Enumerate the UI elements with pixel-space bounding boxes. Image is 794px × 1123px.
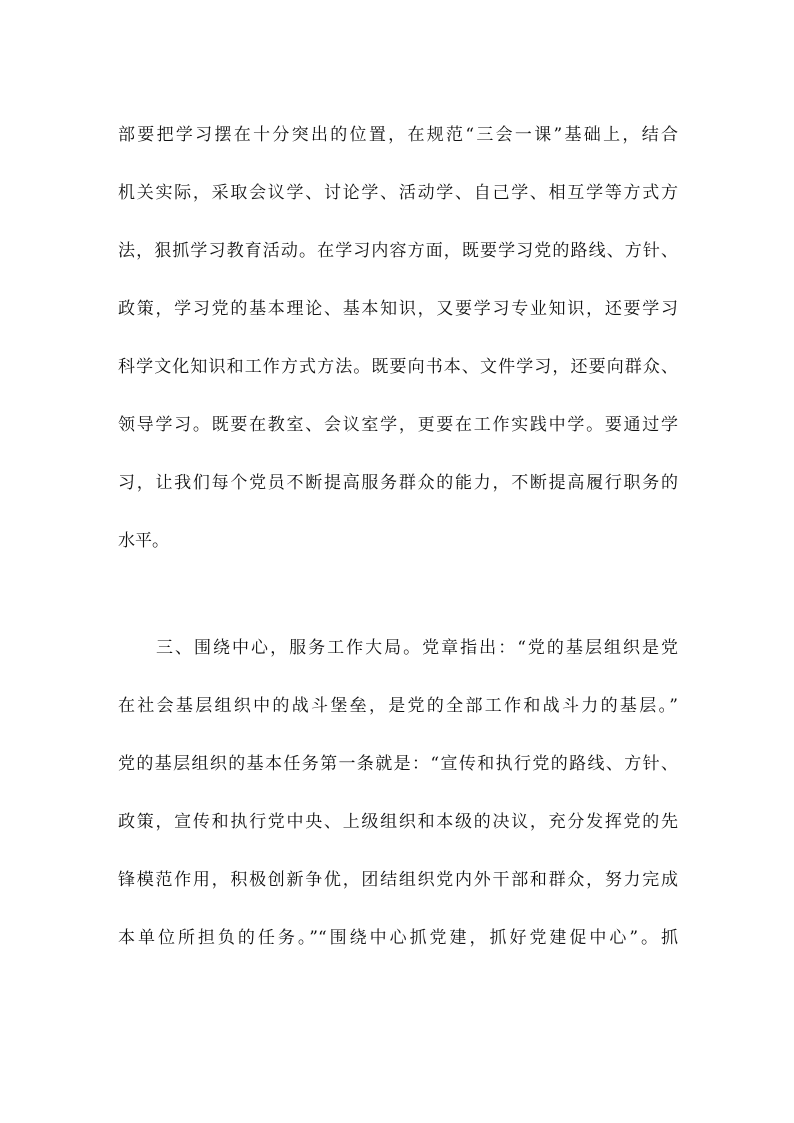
text-line-6: 领导学习。既要在教室、会议室学，更要在工作实践中学。要通过学 bbox=[118, 415, 678, 435]
text-line-2: 机关实际，采取会议学、讨论学、活动学、自己学、相互学等方式方 bbox=[118, 183, 678, 203]
text-line-11: 党的基层组织的基本任务第一条就是：“宣传和执行党的路线、方针、 bbox=[118, 754, 678, 774]
text-line-7: 习，让我们每个党员不断提高服务群众的能力，不断提高履行职务的 bbox=[118, 473, 678, 493]
text-line-5: 科学文化知识和工作方式方法。既要向书本、文件学习，还要向群众、 bbox=[118, 357, 678, 377]
text-line-10: 在社会基层组织中的战斗堡垒，是党的全部工作和战斗力的基层。” bbox=[118, 696, 678, 716]
text-line-8: 水平。 bbox=[118, 531, 169, 551]
text-line-1: 部要把学习摆在十分突出的位置，在规范“三会一课”基础上，结合 bbox=[118, 125, 678, 145]
text-line-12: 政策，宣传和执行党中央、上级组织和本级的决议，充分发挥党的先 bbox=[118, 812, 678, 832]
section-three-heading-line: 三、围绕中心，服务工作大局。党章指出：“党的基层组织是党 bbox=[156, 638, 678, 658]
text-line-13: 锋模范作用，积极创新争优，团结组织党内外干部和群众，努力完成 bbox=[118, 870, 678, 890]
text-line-4: 政策，学习党的基本理论、基本知识，又要学习专业知识，还要学习 bbox=[118, 299, 678, 319]
text-line-3: 法，狠抓学习教育活动。在学习内容方面，既要学习党的路线、方针、 bbox=[118, 241, 678, 261]
text-line-14: 本单位所担负的任务。”“围绕中心抓党建，抓好党建促中心”。抓 bbox=[118, 928, 678, 948]
